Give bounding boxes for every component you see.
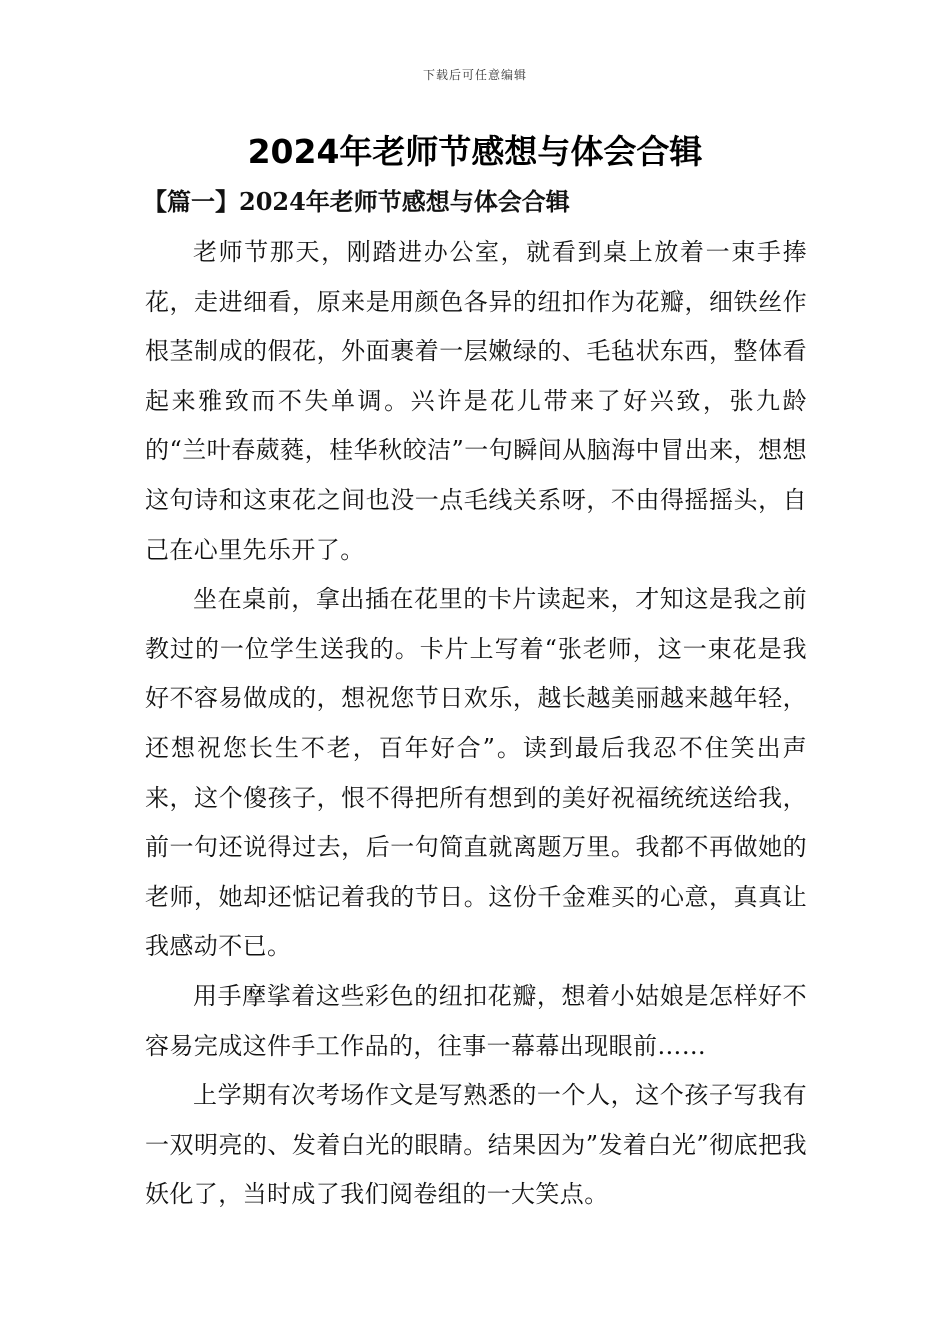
paragraph-1: 老师节那天，刚踏进办公室，就看到桌上放着一束手捧花，走进细看，原来是用颜色各异的纽扣作为花瓣，细铁丝作根茎制成的假花，外面裹着一层嫩绿的、毛毡状东西，整体看起来雅致而不失单调。兴许是花儿带来了好兴致，张九龄的“兰叶春葳蕤，桂华秋皎洁”一句瞬间从脑海中冒出来，想想这句诗和这束花之间也没一点毛线关系呀，不由得摇摇头，自己在心里先乐开了。 [145, 238, 807, 564]
paragraph-3: 用手摩挲着这些彩色的纽扣花瓣，想着小姑娘是怎样好不容易完成这件手工作品的，往事一幕幕出现眼前…… [145, 981, 807, 1060]
document-title: 2024年老师节感想与体会合辑 [247, 132, 703, 171]
paragraph-2: 坐在桌前，拿出插在花里的卡片读起来，才知这是我之前教过的一位学生送我的。卡片上写着“张老师，这一束花是我好不容易做成的，想祝您节日欢乐，越长越美丽越来越年轻，还想祝您长生不老，百年好合”。读到最后我忍不住笑出声来，这个傻孩子，恨不得把所有想到的美好祝福统统送给我，前一句还说得过去，后一句简直就离题万里。我都不再做她的老师，她却还惦记着我的节日。这份千金难买的心意，真真让我感动不已。 [145, 585, 807, 961]
section-heading: 【篇一】2024年老师节感想与体会合辑 [143, 187, 570, 216]
paragraph-4: 上学期有次考场作文是写熟悉的一个人，这个孩子写我有一双明亮的、发着白光的眼睛。结果因为”发着白光”彻底把我妖化了，当时成了我们阅卷组的一大笑点。 [145, 1081, 807, 1209]
header-note: 下载后可任意编辑 [422, 68, 527, 82]
body-text [145, 228, 807, 1220]
